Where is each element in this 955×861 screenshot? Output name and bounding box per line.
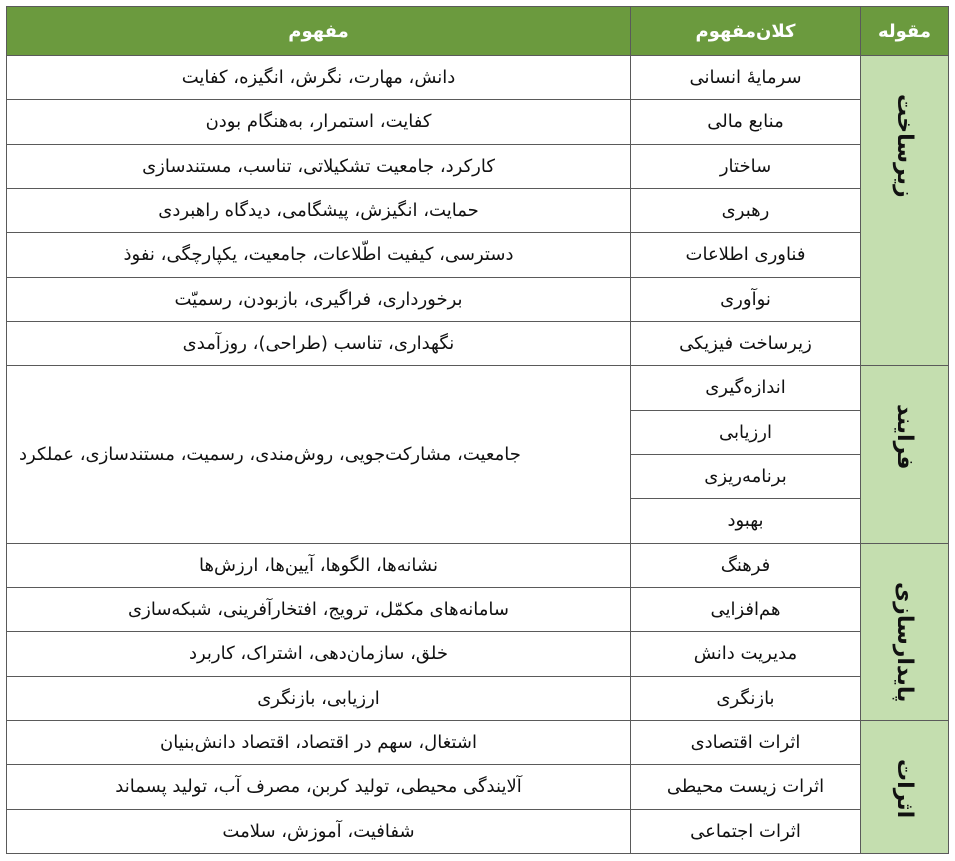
macro-concept-cell: ارزیابی [631, 410, 861, 454]
concept-cell: جامعیت، مشارکت‌جویی، روش‌مندی، رسمیت، مستندسازی، عملکرد [7, 366, 631, 543]
table-row [7, 543, 949, 587]
macro-concept-cell: اثرات اجتماعی [631, 809, 861, 853]
concept-cell: برخورداری، فراگیری، بازبودن، رسمیّت [7, 277, 631, 321]
macro-concept-cell: سرمایهٔ انسانی [631, 56, 861, 100]
macro-concept-cell: منابع مالی [631, 100, 861, 144]
category-cell [861, 543, 949, 720]
category-cell [861, 366, 949, 543]
header-row [7, 7, 949, 56]
macro-concept-cell: اندازه‌گیری [631, 366, 861, 410]
category-cell [861, 720, 949, 853]
table-row [7, 56, 949, 100]
category-label: اثرات [892, 758, 917, 819]
table-row [7, 277, 949, 321]
concept-cell: دانش، مهارت، نگرش، انگیزه، کفایت [7, 56, 631, 100]
table-row [7, 100, 949, 144]
concept-cell: نگهداری، تناسب (طراحی)، روزآمدی [7, 321, 631, 365]
macro-concept-cell: برنامه‌ریزی [631, 454, 861, 498]
concept-cell: خلق، سازمان‌دهی، اشتراک، کاربرد [7, 632, 631, 676]
concept-cell: شفافیت، آموزش، سلامت [7, 809, 631, 853]
concept-cell: کارکرد، جامعیت تشکیلاتی، تناسب، مستندسازی [7, 144, 631, 188]
table-row [7, 676, 949, 720]
category-cell [861, 56, 949, 366]
category-label: پایدارسازی [892, 581, 917, 703]
macro-concept-cell: نوآوری [631, 277, 861, 321]
table-row [7, 366, 949, 410]
table-row [7, 321, 949, 365]
macro-concept-cell: هم‌افزایی [631, 587, 861, 631]
concept-cell: اشتغال، سهم در اقتصاد، اقتصاد دانش‌بنیان [7, 720, 631, 764]
macro-concept-cell: رهبری [631, 188, 861, 232]
table-row [7, 632, 949, 676]
macro-concept-cell: اثرات زیست محیطی [631, 765, 861, 809]
header-macro-concept: کلان‌مفهوم [631, 7, 861, 56]
table-row [7, 720, 949, 764]
concept-cell: دسترسی، کیفیت اطّلاعات، جامعیت، یکپارچگی، نفوذ [7, 233, 631, 277]
table-row [7, 144, 949, 188]
concept-table [6, 6, 949, 854]
table-row [7, 233, 949, 277]
macro-concept-cell: زیرساخت فیزیکی [631, 321, 861, 365]
concept-cell: سامانه‌های مکمّل، ترویج، افتخارآفرینی، شبکه‌سازی [7, 587, 631, 631]
macro-concept-cell: اثرات اقتصادی [631, 720, 861, 764]
table-row [7, 765, 949, 809]
macro-concept-cell: مدیریت دانش [631, 632, 861, 676]
table-row [7, 587, 949, 631]
concept-cell: کفایت، استمرار، به‌هنگام بودن [7, 100, 631, 144]
macro-concept-cell: فناوری اطلاعات [631, 233, 861, 277]
category-label: فرایند [892, 404, 917, 470]
table-row [7, 809, 949, 853]
header-concept: مفهوم [7, 7, 631, 56]
category-label: زیرساخت [892, 94, 917, 198]
macro-concept-cell: بازنگری [631, 676, 861, 720]
concept-cell: ارزیابی، بازنگری [7, 676, 631, 720]
concept-cell: حمایت، انگیزش، پیشگامی، دیدگاه راهبردی [7, 188, 631, 232]
header-category: مقوله [861, 7, 949, 56]
concept-cell: نشانه‌ها، الگوها، آیین‌ها، ارزش‌ها [7, 543, 631, 587]
concept-cell: آلایندگی محیطی، تولید کربن، مصرف آب، تولید پسماند [7, 765, 631, 809]
table-row [7, 188, 949, 232]
macro-concept-cell: ساختار [631, 144, 861, 188]
macro-concept-cell: فرهنگ [631, 543, 861, 587]
macro-concept-cell: بهبود [631, 499, 861, 543]
